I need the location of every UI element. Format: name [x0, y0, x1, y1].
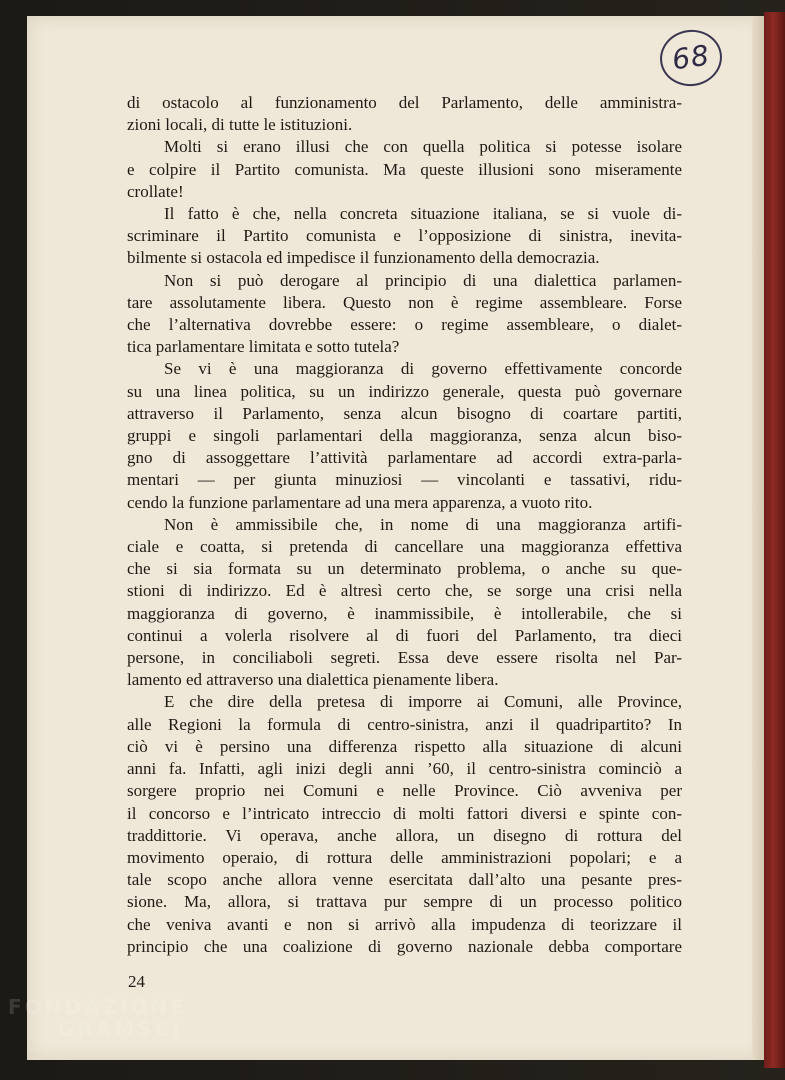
- text-line: stioni di indirizzo. Ed è altresì certo che, se sorge una crisi nella: [127, 581, 682, 601]
- text-line: tare assolutamente libera. Questo non è regime assembleare. Forse: [127, 292, 682, 312]
- text-line: traddittorie. Vi operava, anche allora, un disegno di rottura del: [127, 825, 682, 845]
- text-line: che si sia formata su un determinato problema, o anche su que-: [127, 559, 682, 579]
- text-line: Non si può derogare al principio di una dialettica parlamen-: [164, 270, 682, 290]
- text-line: di ostacolo al funzionamento del Parlamento, delle amministra-: [127, 93, 682, 112]
- text-line: sorgere proprio nei Comuni e nelle Province. Ciò avveniva per: [127, 781, 682, 801]
- text-line: zioni locali, di tutte le istituzioni.: [127, 115, 353, 135]
- text-line: bilmente si ostacola ed impedisce il funzionamento della democrazia.: [127, 248, 600, 268]
- text-line: il concorso e l’intricato intreccio di molti fattori diversi e spinte con-: [127, 803, 682, 823]
- watermark: [8, 995, 187, 1075]
- handwritten-page-mark: 68: [656, 26, 725, 90]
- text-line: crollate!: [127, 181, 184, 201]
- text-line: movimento operaio, di rottura delle amministrazioni popolari; e a: [127, 847, 682, 867]
- text-line: principio che una coalizione di governo nazionale debba comportare: [127, 936, 682, 956]
- text-line: e colpire il Partito comunista. Ma queste illusioni sono miseramente: [127, 159, 682, 179]
- text-line: alle Regioni la formula di centro-sinistra, anzi il quadripartito? In: [127, 714, 682, 734]
- text-line: ciò vi è persino una differenza rispetto alla situazione di alcuni: [127, 736, 682, 756]
- text-line: sione. Ma, allora, si trattava pur sempre di un processo politico: [127, 892, 682, 912]
- text-line: Molti si erano illusi che con quella politica si potesse isolare: [164, 137, 682, 157]
- text-line: gno di assoggettare l’attività parlamentare ad accordi extra-parla-: [127, 448, 682, 468]
- text-line: persone, in conciliaboli segreti. Essa deve essere risolta nel Par-: [127, 648, 682, 668]
- text-line: mentari — per giunta minuziosi — vincolanti e tassativi, ridu-: [127, 470, 682, 490]
- text-line: che veniva avanti e non si arrivò alla impudenza di teorizzare il: [127, 914, 682, 934]
- text-line: anni fa. Infatti, agli inizi degli anni ’60, il centro-sinistra cominciò a: [127, 759, 682, 779]
- body-text: [127, 92, 682, 958]
- text-line: maggioranza di governo, è inammissibile, è intollerabile, che si: [127, 603, 682, 623]
- book-cover-edge: [764, 12, 785, 1068]
- watermark-line: FONDAZIONE: [8, 995, 187, 1019]
- text-line: Non è ammissibile che, in nome di una maggioranza artifi-: [164, 514, 682, 534]
- text-line: cendo la funzione parlamentare ad una mera apparenza, a vuoto rito.: [127, 492, 593, 512]
- text-line: gruppi e singoli parlamentari della maggioranza, senza alcun biso-: [127, 426, 682, 446]
- text-line: Il fatto è che, nella concreta situazione italiana, se si vuole di-: [164, 204, 682, 224]
- text-line: continui a volerla risolvere al di fuori del Parlamento, tra dieci: [127, 625, 682, 645]
- text-line: tale scopo anche allora venne esercitata dall’alto una pesante pres-: [127, 870, 682, 890]
- text-line: su una linea politica, su un indirizzo generale, questa può governare: [127, 381, 682, 401]
- watermark-line: GRAMSCI: [58, 1017, 183, 1041]
- text-line: lamento ed attraverso una dialettica pienamente libera.: [127, 670, 499, 690]
- text-line: Se vi è una maggioranza di governo effettivamente concorde: [164, 359, 682, 379]
- text-line: che l’alternativa dovrebbe essere: o regime assembleare, o dialet-: [127, 315, 682, 335]
- text-line: E che dire della pretesa di imporre ai Comuni, alle Province,: [164, 692, 682, 712]
- text-line: scriminare il Partito comunista e l’opposizione di sinistra, inevita-: [127, 226, 682, 246]
- page-number: 24: [128, 972, 145, 991]
- text-line: attraverso il Parlamento, senza alcun bisogno di coartare partiti,: [127, 403, 682, 423]
- text-line: ciale e coatta, si pretenda di cancellare una maggioranza effettiva: [127, 537, 682, 557]
- text-line: tica parlamentare limitata e sotto tutela?: [127, 337, 400, 357]
